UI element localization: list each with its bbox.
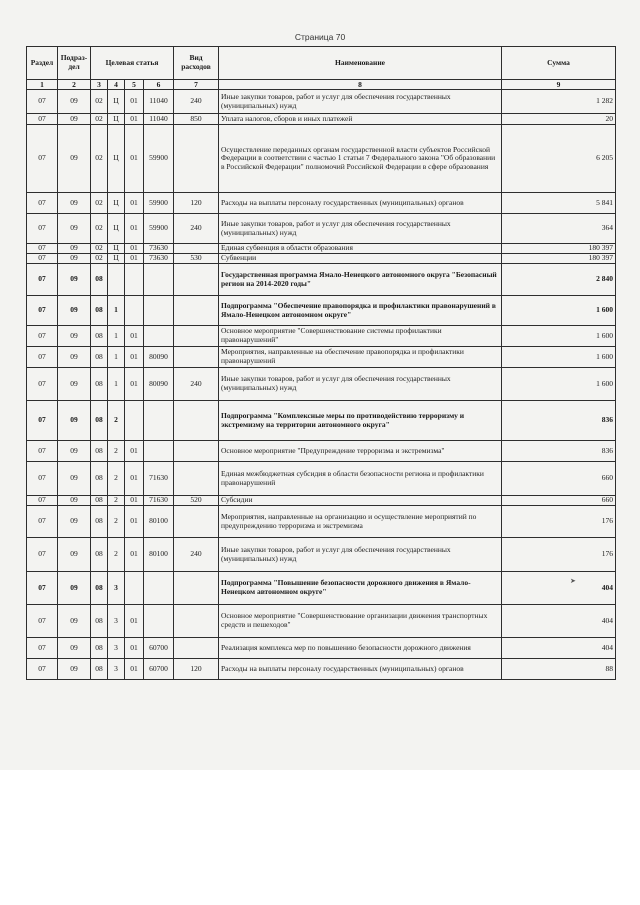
cell-razdel: 07 bbox=[27, 326, 58, 347]
cell-event bbox=[125, 572, 144, 605]
header-summa: Сумма bbox=[502, 47, 616, 80]
cell-razdel: 07 bbox=[27, 254, 58, 264]
cell-razdel: 07 bbox=[27, 125, 58, 193]
cell-naimenovanie: Реализация комплекса мер по повышению безопасности дорожного движения bbox=[219, 638, 502, 659]
cell-program: 08 bbox=[91, 368, 108, 401]
cell-subprogram: 1 bbox=[108, 347, 125, 368]
cell-vid-raskhodov bbox=[174, 441, 219, 462]
cell-summa: 1 600 bbox=[502, 347, 616, 368]
cell-subprogram: 2 bbox=[108, 401, 125, 441]
cell-podrazdel: 09 bbox=[58, 462, 91, 496]
cell-summa: 404 bbox=[502, 605, 616, 638]
cell-naimenovanie: Расходы на выплаты персоналу государственных (муниципальных) органов bbox=[219, 193, 502, 214]
cell-subprogram: Ц bbox=[108, 125, 125, 193]
cell-program: 02 bbox=[91, 193, 108, 214]
table-row bbox=[27, 125, 616, 193]
cell-summa: 20 bbox=[502, 114, 616, 125]
cell-naimenovanie: Основное мероприятие "Совершенствование системы профилактики правонарушений" bbox=[219, 326, 502, 347]
cell-subprogram: 2 bbox=[108, 496, 125, 506]
cell-naimenovanie: Единая межбюджетная субсидия в области безопасности региона и профилактики правонарушений bbox=[219, 462, 502, 496]
cell-direction: 80100 bbox=[144, 506, 174, 538]
cell-event: 01 bbox=[125, 368, 144, 401]
cell-razdel: 07 bbox=[27, 214, 58, 244]
cell-razdel: 07 bbox=[27, 296, 58, 326]
cell-direction: 80090 bbox=[144, 347, 174, 368]
cell-razdel: 07 bbox=[27, 114, 58, 125]
cell-subprogram: Ц bbox=[108, 214, 125, 244]
table-row bbox=[27, 214, 616, 244]
cell-program: 08 bbox=[91, 506, 108, 538]
cell-event: 01 bbox=[125, 638, 144, 659]
column-number-row bbox=[27, 80, 616, 90]
cell-vid-raskhodov: 120 bbox=[174, 193, 219, 214]
table-row bbox=[27, 244, 616, 254]
cell-podrazdel: 09 bbox=[58, 401, 91, 441]
cell-event bbox=[125, 296, 144, 326]
cell-podrazdel: 09 bbox=[58, 254, 91, 264]
cell-naimenovanie: Государственная программа Ямало-Ненецкого автономного округа "Безопасный регион на 2014-2020 годы" bbox=[219, 264, 502, 296]
cell-naimenovanie: Иные закупки товаров, работ и услуг для обеспечения государственных (муниципальных) нужд bbox=[219, 368, 502, 401]
cell-razdel: 07 bbox=[27, 368, 58, 401]
page-number: Страница 70 bbox=[294, 32, 346, 42]
table-row bbox=[27, 326, 616, 347]
cell-subprogram: 2 bbox=[108, 462, 125, 496]
cell-summa: 180 397 bbox=[502, 254, 616, 264]
cell-vid-raskhodov bbox=[174, 506, 219, 538]
cell-vid-raskhodov bbox=[174, 572, 219, 605]
table-row bbox=[27, 264, 616, 296]
cell-naimenovanie: Подпрограмма "Обеспечение правопорядка и профилактики правонарушений в Ямало-Ненецком автономном округе" bbox=[219, 296, 502, 326]
cell-podrazdel: 09 bbox=[58, 296, 91, 326]
cell-razdel: 07 bbox=[27, 506, 58, 538]
cell-event: 01 bbox=[125, 125, 144, 193]
cell-summa: 1 282 bbox=[502, 90, 616, 114]
cell-podrazdel: 09 bbox=[58, 496, 91, 506]
cell-event: 01 bbox=[125, 506, 144, 538]
cell-summa: 1 600 bbox=[502, 296, 616, 326]
cell-event: 01 bbox=[125, 347, 144, 368]
cell-razdel: 07 bbox=[27, 401, 58, 441]
table-row bbox=[27, 659, 616, 680]
cell-subprogram: 1 bbox=[108, 326, 125, 347]
cell-subprogram: 1 bbox=[108, 296, 125, 326]
cell-vid-raskhodov bbox=[174, 326, 219, 347]
cell-direction: 59900 bbox=[144, 125, 174, 193]
cell-naimenovanie: Субсидии bbox=[219, 496, 502, 506]
cell-podrazdel: 09 bbox=[58, 605, 91, 638]
cell-direction bbox=[144, 401, 174, 441]
cell-direction: 59900 bbox=[144, 214, 174, 244]
cell-direction: 73630 bbox=[144, 244, 174, 254]
cell-naimenovanie: Мероприятия, направленные на обеспечение правопорядка и профилактики правонарушений bbox=[219, 347, 502, 368]
cell-subprogram: Ц bbox=[108, 254, 125, 264]
cell-program: 02 bbox=[91, 114, 108, 125]
header-vid-raskhodov: Вид расходов bbox=[174, 47, 219, 80]
cell-direction bbox=[144, 296, 174, 326]
cell-event bbox=[125, 401, 144, 441]
table-row bbox=[27, 441, 616, 462]
cell-summa: 404 bbox=[502, 638, 616, 659]
cell-program: 08 bbox=[91, 496, 108, 506]
cell-event: 01 bbox=[125, 496, 144, 506]
cell-summa: 176 bbox=[502, 538, 616, 572]
cell-summa: 364 bbox=[502, 214, 616, 244]
cell-naimenovanie: Субвенции bbox=[219, 254, 502, 264]
cell-event: 01 bbox=[125, 441, 144, 462]
cell-naimenovanie: Подпрограмма "Комплексные меры по противодействию терроризму и экстремизму на территории автономного округа" bbox=[219, 401, 502, 441]
cell-summa: 660 bbox=[502, 462, 616, 496]
cell-subprogram: Ц bbox=[108, 193, 125, 214]
cell-program: 08 bbox=[91, 264, 108, 296]
cell-naimenovanie: Иные закупки товаров, работ и услуг для обеспечения государственных (муниципальных) нужд bbox=[219, 214, 502, 244]
cell-vid-raskhodov bbox=[174, 244, 219, 254]
table-row bbox=[27, 538, 616, 572]
cell-program: 08 bbox=[91, 441, 108, 462]
cell-vid-raskhodov bbox=[174, 605, 219, 638]
cell-subprogram: 1 bbox=[108, 368, 125, 401]
cell-razdel: 07 bbox=[27, 462, 58, 496]
cell-razdel: 07 bbox=[27, 496, 58, 506]
cell-vid-raskhodov bbox=[174, 347, 219, 368]
table-row bbox=[27, 572, 616, 605]
cell-program: 02 bbox=[91, 90, 108, 114]
cell-naimenovanie: Основное мероприятие "Предупреждение терроризма и экстремизма" bbox=[219, 441, 502, 462]
cell-podrazdel: 09 bbox=[58, 368, 91, 401]
cell-program: 08 bbox=[91, 347, 108, 368]
cell-podrazdel: 09 bbox=[58, 125, 91, 193]
col-number: 5 bbox=[125, 80, 144, 90]
cell-razdel: 07 bbox=[27, 193, 58, 214]
cell-razdel: 07 bbox=[27, 264, 58, 296]
cell-direction: 60700 bbox=[144, 638, 174, 659]
cell-direction: 11040 bbox=[144, 90, 174, 114]
cell-program: 08 bbox=[91, 538, 108, 572]
col-number: 9 bbox=[502, 80, 616, 90]
cell-summa: 180 397 bbox=[502, 244, 616, 254]
cell-program: 08 bbox=[91, 326, 108, 347]
cell-naimenovanie: Основное мероприятие "Совершенствование организации движения транспортных средств и пешеходов" bbox=[219, 605, 502, 638]
cell-direction bbox=[144, 441, 174, 462]
cell-program: 02 bbox=[91, 244, 108, 254]
header-naimenovanie: Наименование bbox=[219, 47, 502, 80]
cell-podrazdel: 09 bbox=[58, 441, 91, 462]
cell-naimenovanie: Осуществление переданных органам государственной власти субъектов Российской Федерации в соответствии с частью 1 статьи 7 Федерального закона "Об образовании в Российской Федерации" полномочий Российской Федерации в сфере образования bbox=[219, 125, 502, 193]
table-row bbox=[27, 254, 616, 264]
cell-event: 01 bbox=[125, 114, 144, 125]
cell-vid-raskhodov bbox=[174, 296, 219, 326]
cell-vid-raskhodov: 120 bbox=[174, 659, 219, 680]
cell-summa: 176 bbox=[502, 506, 616, 538]
cell-naimenovanie: Подпрограмма "Повышение безопасности дорожного движения в Ямало-Ненецком автономном округе" bbox=[219, 572, 502, 605]
cell-subprogram: Ц bbox=[108, 244, 125, 254]
cell-naimenovanie: Расходы на выплаты персоналу государственных (муниципальных) органов bbox=[219, 659, 502, 680]
cell-program: 02 bbox=[91, 214, 108, 244]
cell-direction: 71630 bbox=[144, 462, 174, 496]
col-number: 4 bbox=[108, 80, 125, 90]
cell-program: 02 bbox=[91, 254, 108, 264]
col-number: 8 bbox=[219, 80, 502, 90]
cell-podrazdel: 09 bbox=[58, 214, 91, 244]
cell-event: 01 bbox=[125, 659, 144, 680]
cell-direction: 60700 bbox=[144, 659, 174, 680]
cell-event bbox=[125, 264, 144, 296]
header-tselevaya-statya: Целевая статья bbox=[91, 47, 174, 80]
cell-razdel: 07 bbox=[27, 347, 58, 368]
cell-podrazdel: 09 bbox=[58, 506, 91, 538]
cell-program: 02 bbox=[91, 125, 108, 193]
cell-event: 01 bbox=[125, 254, 144, 264]
cell-subprogram: 3 bbox=[108, 638, 125, 659]
cell-direction bbox=[144, 605, 174, 638]
cell-naimenovanie: Уплата налогов, сборов и иных платежей bbox=[219, 114, 502, 125]
cell-vid-raskhodov bbox=[174, 264, 219, 296]
cell-vid-raskhodov: 240 bbox=[174, 90, 219, 114]
cell-summa: 404 bbox=[502, 572, 616, 605]
cell-program: 08 bbox=[91, 638, 108, 659]
table-row bbox=[27, 347, 616, 368]
cell-podrazdel: 09 bbox=[58, 572, 91, 605]
cell-vid-raskhodov: 240 bbox=[174, 214, 219, 244]
cell-vid-raskhodov: 530 bbox=[174, 254, 219, 264]
table-row bbox=[27, 114, 616, 125]
table-row bbox=[27, 605, 616, 638]
cell-direction: 80090 bbox=[144, 368, 174, 401]
cell-event: 01 bbox=[125, 538, 144, 572]
cell-vid-raskhodov: 240 bbox=[174, 368, 219, 401]
cell-event: 01 bbox=[125, 605, 144, 638]
cell-razdel: 07 bbox=[27, 538, 58, 572]
cell-direction: 71630 bbox=[144, 496, 174, 506]
cell-summa: 5 841 bbox=[502, 193, 616, 214]
cell-podrazdel: 09 bbox=[58, 538, 91, 572]
cell-summa: 88 bbox=[502, 659, 616, 680]
col-number: 2 bbox=[58, 80, 91, 90]
table-row bbox=[27, 193, 616, 214]
cell-event: 01 bbox=[125, 326, 144, 347]
cell-summa: 660 bbox=[502, 496, 616, 506]
cell-razdel: 07 bbox=[27, 441, 58, 462]
cell-vid-raskhodov: 850 bbox=[174, 114, 219, 125]
cell-razdel: 07 bbox=[27, 572, 58, 605]
table-row bbox=[27, 638, 616, 659]
cell-event: 01 bbox=[125, 244, 144, 254]
cell-direction bbox=[144, 264, 174, 296]
cell-direction bbox=[144, 326, 174, 347]
table-header-row bbox=[27, 47, 616, 80]
cell-direction: 11040 bbox=[144, 114, 174, 125]
cell-vid-raskhodov bbox=[174, 125, 219, 193]
cell-vid-raskhodov: 240 bbox=[174, 538, 219, 572]
cell-subprogram: Ц bbox=[108, 90, 125, 114]
cell-subprogram: Ц bbox=[108, 114, 125, 125]
cell-podrazdel: 09 bbox=[58, 264, 91, 296]
cell-subprogram: 2 bbox=[108, 441, 125, 462]
scan-artifact-mark: ➤ bbox=[570, 577, 576, 585]
cell-summa: 836 bbox=[502, 441, 616, 462]
cell-program: 08 bbox=[91, 401, 108, 441]
cell-summa: 6 205 bbox=[502, 125, 616, 193]
cell-event: 01 bbox=[125, 462, 144, 496]
col-number: 6 bbox=[144, 80, 174, 90]
table-row bbox=[27, 296, 616, 326]
col-number: 7 bbox=[174, 80, 219, 90]
cell-summa: 836 bbox=[502, 401, 616, 441]
cell-event: 01 bbox=[125, 90, 144, 114]
table-row bbox=[27, 462, 616, 496]
cell-vid-raskhodov bbox=[174, 638, 219, 659]
cell-vid-raskhodov bbox=[174, 401, 219, 441]
cell-subprogram: 2 bbox=[108, 506, 125, 538]
cell-event: 01 bbox=[125, 193, 144, 214]
cell-podrazdel: 09 bbox=[58, 638, 91, 659]
cell-razdel: 07 bbox=[27, 90, 58, 114]
cell-podrazdel: 09 bbox=[58, 90, 91, 114]
cell-naimenovanie: Иные закупки товаров, работ и услуг для обеспечения государственных (муниципальных) нужд bbox=[219, 538, 502, 572]
cell-podrazdel: 09 bbox=[58, 326, 91, 347]
cell-program: 08 bbox=[91, 605, 108, 638]
table-row bbox=[27, 90, 616, 114]
cell-razdel: 07 bbox=[27, 605, 58, 638]
cell-razdel: 07 bbox=[27, 638, 58, 659]
cell-vid-raskhodov: 520 bbox=[174, 496, 219, 506]
cell-naimenovanie: Иные закупки товаров, работ и услуг для обеспечения государственных (муниципальных) нужд bbox=[219, 90, 502, 114]
cell-summa: 2 840 bbox=[502, 264, 616, 296]
col-number: 3 bbox=[91, 80, 108, 90]
table-row bbox=[27, 496, 616, 506]
cell-program: 08 bbox=[91, 462, 108, 496]
cell-subprogram: 2 bbox=[108, 538, 125, 572]
cell-direction: 73630 bbox=[144, 254, 174, 264]
cell-razdel: 07 bbox=[27, 244, 58, 254]
table-row bbox=[27, 401, 616, 441]
cell-direction: 80100 bbox=[144, 538, 174, 572]
cell-summa: 1 600 bbox=[502, 368, 616, 401]
cell-subprogram bbox=[108, 264, 125, 296]
cell-program: 08 bbox=[91, 659, 108, 680]
cell-direction bbox=[144, 572, 174, 605]
table-row bbox=[27, 368, 616, 401]
budget-table bbox=[26, 46, 616, 680]
cell-subprogram: 3 bbox=[108, 605, 125, 638]
header-razdel: Раздел bbox=[27, 47, 58, 80]
cell-podrazdel: 09 bbox=[58, 659, 91, 680]
header-podrazdel: Подраз-дел bbox=[58, 47, 91, 80]
cell-razdel: 07 bbox=[27, 659, 58, 680]
cell-event: 01 bbox=[125, 214, 144, 244]
cell-naimenovanie: Мероприятия, направленные на организацию и осуществление мероприятий по предупреждению терроризма и экстремизма bbox=[219, 506, 502, 538]
cell-podrazdel: 09 bbox=[58, 347, 91, 368]
table-row bbox=[27, 506, 616, 538]
cell-program: 08 bbox=[91, 296, 108, 326]
cell-program: 08 bbox=[91, 572, 108, 605]
cell-vid-raskhodov bbox=[174, 462, 219, 496]
cell-podrazdel: 09 bbox=[58, 193, 91, 214]
cell-direction: 59900 bbox=[144, 193, 174, 214]
cell-naimenovanie: Единая субвенция в области образования bbox=[219, 244, 502, 254]
cell-podrazdel: 09 bbox=[58, 244, 91, 254]
col-number: 1 bbox=[27, 80, 58, 90]
cell-podrazdel: 09 bbox=[58, 114, 91, 125]
cell-subprogram: 3 bbox=[108, 572, 125, 605]
cell-subprogram: 3 bbox=[108, 659, 125, 680]
cell-summa: 1 600 bbox=[502, 326, 616, 347]
